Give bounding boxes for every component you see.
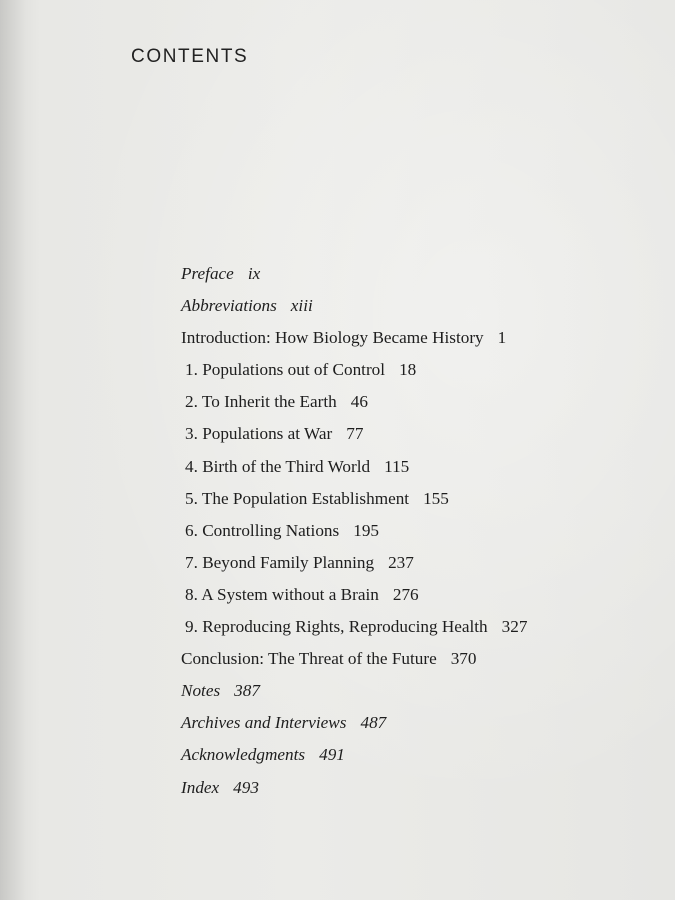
toc-entry-number: 2. bbox=[185, 392, 198, 412]
toc-entry-page: 77 bbox=[346, 424, 364, 444]
toc-entry-number: 6. bbox=[185, 520, 198, 540]
toc-entry-page: 115 bbox=[384, 456, 410, 476]
toc-entry-title: Populations at War bbox=[202, 424, 333, 444]
toc-entry-title: Index bbox=[181, 777, 220, 797]
toc-entry-title: Notes bbox=[181, 681, 221, 701]
toc-entry-page: 487 bbox=[360, 713, 387, 733]
toc-entry-title: Conclusion: The Threat of the Future bbox=[181, 649, 437, 669]
toc-entry-number: 5. bbox=[185, 488, 198, 508]
toc-entry-title: Introduction: How Biology Became History bbox=[181, 328, 484, 348]
toc-entry-chapter-7 bbox=[181, 551, 527, 583]
toc-entry-archives-and-interviews bbox=[181, 711, 527, 743]
toc-entry-page: 387 bbox=[234, 681, 260, 701]
toc-entry-page: ix bbox=[247, 264, 261, 283]
toc-entry-page: 493 bbox=[233, 777, 259, 797]
toc-entry-preface bbox=[181, 262, 527, 294]
toc-entry-title: Reproducing Rights, Reproducing Health bbox=[202, 617, 488, 637]
toc-entry-page: 1 bbox=[497, 328, 507, 348]
toc-entry-introduction bbox=[181, 326, 527, 358]
toc-entry-title: Birth of the Third World bbox=[202, 456, 371, 476]
toc-entry-index bbox=[181, 776, 527, 808]
page-gutter-shadow bbox=[0, 0, 26, 900]
table-of-contents bbox=[181, 262, 527, 808]
toc-entry-title: Preface bbox=[181, 264, 234, 283]
toc-entry-title: The Population Establishment bbox=[201, 488, 410, 508]
toc-entry-title: Acknowledgments bbox=[181, 745, 306, 765]
toc-entry-page: 370 bbox=[450, 649, 477, 669]
toc-entry-number: 7. bbox=[185, 552, 198, 572]
toc-entry-number: 4. bbox=[185, 456, 198, 476]
toc-entry-chapter-6 bbox=[181, 519, 527, 551]
toc-entry-title: Abbreviations bbox=[181, 296, 277, 316]
toc-entry-chapter-4 bbox=[181, 455, 527, 487]
toc-entry-page: 195 bbox=[353, 520, 379, 540]
toc-entry-number: 1. bbox=[185, 360, 198, 380]
toc-entry-chapter-2 bbox=[181, 390, 527, 422]
toc-entry-acknowledgments bbox=[181, 743, 527, 775]
toc-entry-number: 8. bbox=[185, 584, 198, 604]
toc-entry-title: A System without a Brain bbox=[201, 584, 379, 604]
toc-entry-title: Beyond Family Planning bbox=[202, 552, 375, 572]
toc-entry-title: Archives and Interviews bbox=[181, 713, 347, 733]
toc-entry-title: Controlling Nations bbox=[202, 520, 340, 540]
toc-entry-page: 276 bbox=[392, 584, 419, 604]
toc-entry-conclusion bbox=[181, 647, 527, 679]
toc-entry-number: 3. bbox=[185, 424, 198, 444]
toc-entry-page: 155 bbox=[423, 488, 449, 508]
toc-entry-page: 491 bbox=[319, 745, 345, 765]
toc-entry-page: 18 bbox=[399, 360, 417, 380]
toc-entry-page: 237 bbox=[388, 552, 414, 572]
toc-entry-chapter-9 bbox=[181, 615, 527, 647]
toc-entry-page: xiii bbox=[290, 296, 313, 316]
toc-entry-number: 9. bbox=[185, 617, 198, 637]
toc-entry-chapter-3 bbox=[181, 422, 527, 454]
toc-entry-page: 46 bbox=[350, 392, 368, 412]
toc-entry-chapter-8 bbox=[181, 583, 527, 615]
toc-entry-chapter-1 bbox=[181, 358, 527, 390]
toc-entry-page: 327 bbox=[501, 617, 528, 637]
toc-entry-chapter-5 bbox=[181, 487, 527, 519]
toc-entry-title: To Inherit the Earth bbox=[201, 392, 337, 412]
contents-heading: CONTENTS bbox=[131, 46, 249, 67]
toc-entry-abbreviations bbox=[181, 294, 527, 326]
toc-entry-title: Populations out of Control bbox=[202, 360, 386, 380]
toc-entry-notes bbox=[181, 679, 527, 711]
